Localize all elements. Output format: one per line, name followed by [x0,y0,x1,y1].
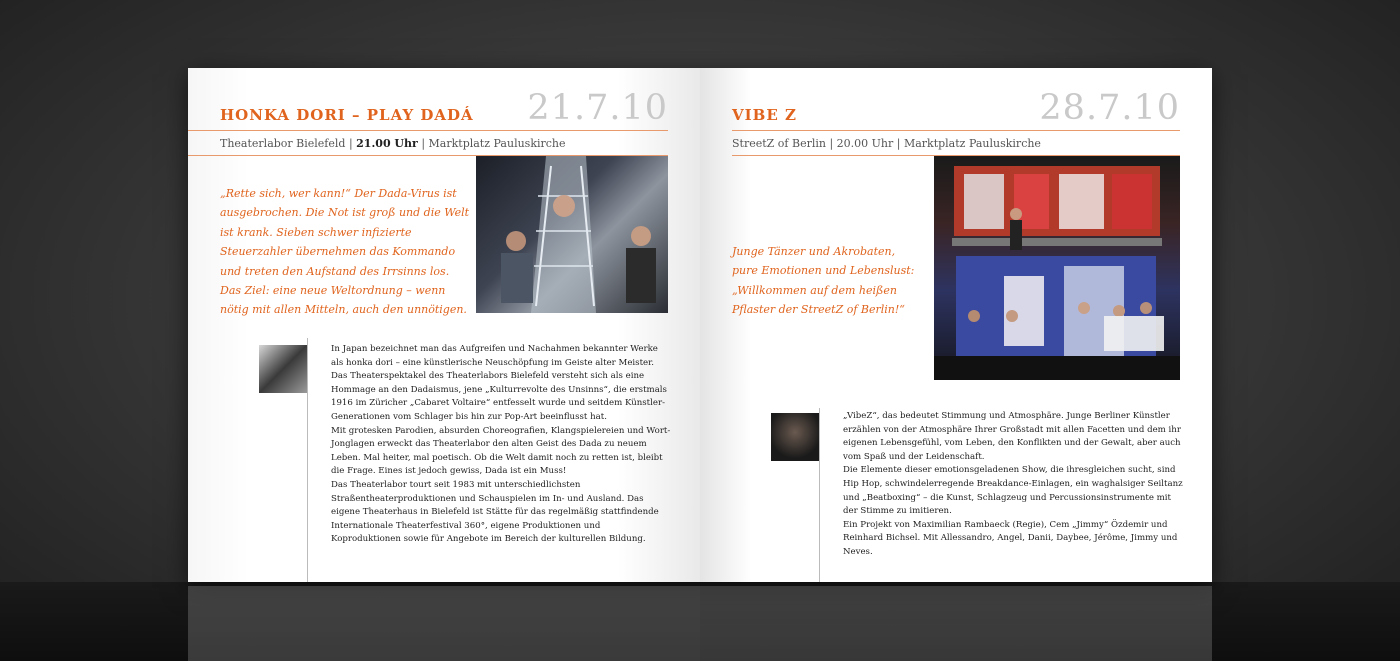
article-body: In Japan bezeichnet man das Aufgreifen und Nachahmen bekannter Werke als honka dori – eine künstlerische Neuschöpfung im Geiste alter Meister. Das Theaterspektakel des Theaterlabors Bielefeld versteht sich als eine Hommage an den Dadaismus, jene „Kulturrevolte des Unsinns“, die erstmals 1916 im Züricher „Cabaret Voltaire“ entfesselt wurde und seitdem Künstler-Generationen vom Schlager bis hin zur Pop-Art beeinflusst hat. Mit grotesken Parodien, absurden Choreografien, Klangspielereien und Wort-Jonglagen erweckt das Theaterlabor den alten Geist des Dada zu neuem Leben. Mal heiter, mal poetisch. Ob die Welt damit noch zu retten ist, bleibt die Frage. Eines ist jedoch gewiss, Dada ist ein Muss! Das Theaterlabor tourt seit 1983 mit unterschiedlichsten Straßentheaterproduktionen und Schauspielen im In- und Ausland. Das eigene Theaterhaus in Bielefeld ist Stätte für das regelmäßig stattfindende Internationale Theaterfestival 360°, eigene Produktionen und Koproduktionen sowie für Angebote im Bereich der kulturellen Bildung. [331,344,671,545]
article-body: „VibeZ“, das bedeutet Stimmung und Atmosphäre. Junge Berliner Künstler erzählen von der Atmosphäre Ihrer Großstadt mit allen Facetten und dem ihr eigenen Lebensgefühl, vom Leben, den Konflikten und der Gewalt, aber auch vom Spaß und der Leidenschaft. Die Elemente dieser emotionsgeladenen Show, die ihresgleichen sucht, sind Hip Hop, schwindelerregende Breakdance-Einlagen, ein waghalsiger Seiltanz und „Beatboxing“ – die Kunst, Schlagzeug und Percussionsinstrumente mit der Stimme zu imitieren. Ein Projekt von Maximilian Rambaeck (Regie), Cem „Jimmy“ Özdemir und Reinhard Bichsel. Mit Allessandro, Angel, Danii, Daybee, Jérôme, Jimmy und Neves. [843,411,1183,557]
right-page-reflection [700,586,1212,661]
column-rule [819,408,820,582]
left-page-reflection [188,586,700,661]
brochure-reflection [188,586,1212,661]
teaser-quote: Junge Tänzer und Akrobaten, pure Emotionen und Lebenslust: „Willkommen auf dem heißen Pflaster der StreetZ of Berlin!“ [732,245,915,317]
stage-photo [934,156,1180,380]
brochure-spread [188,68,1212,582]
divider-line [732,130,1180,131]
teaser-quote: „Rette sich, wer kann!“ Der Dada-Virus ist ausgebrochen. Die Not ist groß und die Welt ist krank. Sieben schwer infizierte Steuerzahler übernehmen das Kommando und treten den Aufstand des Irrsinns los. Das Ziel: eine neue Weltordnung – wenn nötig mit allen Mitteln, auch den unnötigen. [220,187,470,317]
left-page [188,68,700,582]
event-title: HONKA DORI – PLAY DADÁ [220,106,474,124]
stage-photo [476,156,668,313]
event-date: 21.7.10 [527,88,668,128]
column-rule [307,338,308,582]
event-date: 28.7.10 [1039,88,1180,128]
event-info: StreetZ of Berlin | 20.00 Uhr | Marktplatz Pauluskirche [732,137,1041,150]
right-page [700,68,1212,582]
divider-line [188,130,668,131]
thumbnail-photo [259,345,307,393]
event-info: Theaterlabor Bielefeld | 21.00 Uhr | Marktplatz Pauluskirche [220,137,566,150]
event-title: VIBE Z [732,106,797,124]
thumbnail-photo [771,413,819,461]
